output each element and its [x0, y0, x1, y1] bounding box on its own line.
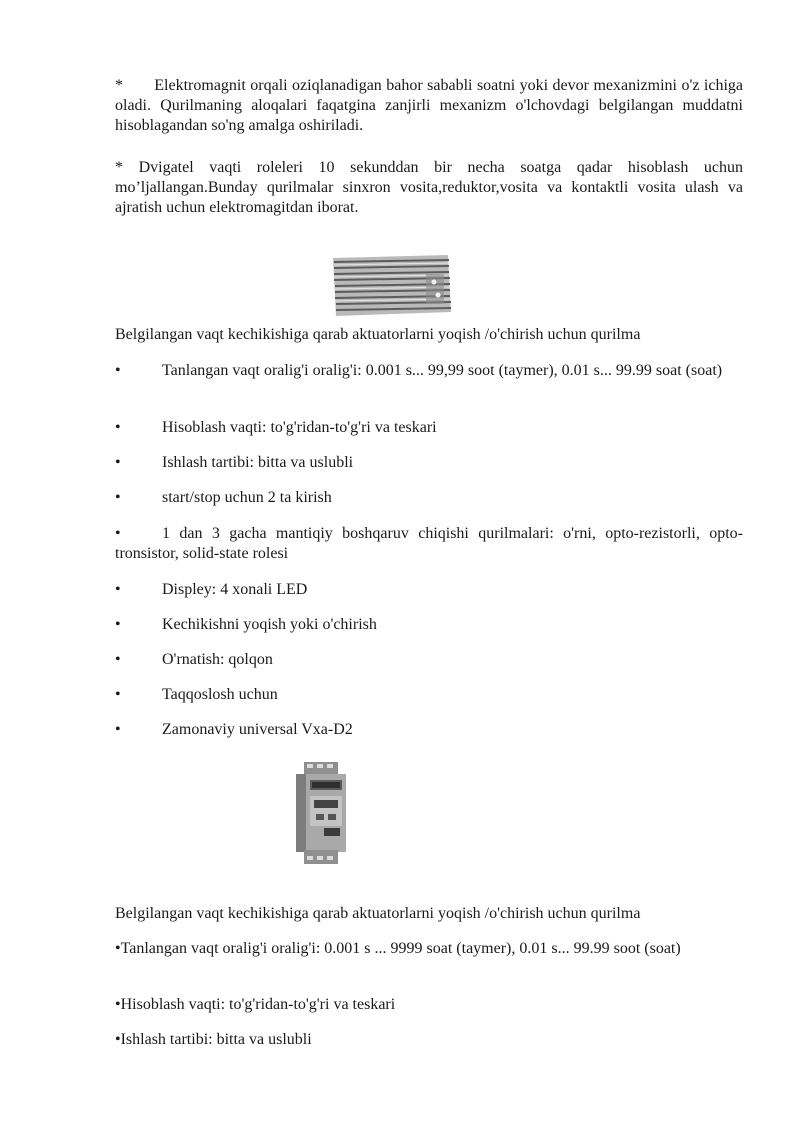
list-item: • Kechikishni yoqish yoki o'chirish: [115, 616, 377, 633]
timer-device-photo: [330, 252, 454, 318]
figure-caption-2: Belgilangan vaqt kechikishiga qarab aktuatorlarni yoqish /o'chirish uchun qurilma: [115, 905, 641, 922]
bullet-mark: •: [115, 616, 121, 633]
bullet-mark: •: [115, 651, 121, 668]
bullet-mark: •: [115, 525, 121, 542]
bullet-mark: •: [115, 686, 121, 703]
paragraph-electromagnetic: * Elektromagnit orqali oziqlanadigan bahor sababli soatni yoki devor mexanizmini o'z ichiga oladi. Qurilmaning aloqalari faqatgina zanjirli mexanizm o'lchovdagi belgilangan muddatni hisoblagandan so'ng amalga oshiriladi.: [115, 77, 743, 134]
list-item: •Tanlangan vaqt oralig'i oralig'i: 0.001 s ... 9999 soat (taymer), 0.01 s... 99.99 soot (soat): [115, 940, 681, 957]
list-item: • Taqqoslosh uchun: [115, 686, 278, 703]
bullet-mark: •: [115, 362, 121, 379]
list-item: •Ishlash tartibi: bitta va uslubli: [115, 1031, 312, 1048]
list-item: • Hisoblash vaqti: to'g'ridan-to'g'ri va teskari: [115, 419, 437, 436]
bullet-mark: •: [115, 721, 121, 738]
din-rail-timer-photo: [294, 760, 354, 866]
bullet-mark: •: [115, 454, 121, 471]
list-item: • O'rnatish: qolqon: [115, 651, 273, 668]
list-item: • Ishlash tartibi: bitta va uslubli: [115, 454, 354, 471]
paragraph-motor-relay: * Dvigatel vaqti roleleri 10 sekunddan bir necha soatga qadar hisoblash uchun mo’ljallangan.Bunday qurilmalar sinxron vosita,reduktor,vosita va kontaktli vosita ulash va ajratish uchun elektromagitdan iborat.: [115, 159, 743, 216]
bullet-mark: •: [115, 419, 121, 436]
list-item: • Zamonaviy universal Vxa-D2: [115, 721, 353, 738]
list-item: • Displey: 4 xonali LED: [115, 581, 308, 598]
bullet-mark: •: [115, 581, 121, 598]
list-item: •Hisoblash vaqti: to'g'ridan-to'g'ri va teskari: [115, 996, 396, 1013]
list-item: • Tanlangan vaqt oralig'i oralig'i: 0.001 s... 99,99 soot (taymer), 0.01 s... 99.99 soat (soat): [115, 362, 723, 379]
bullet-mark: •: [115, 489, 121, 506]
figure-caption-1: Belgilangan vaqt kechikishiga qarab aktuatorlarni yoqish /o'chirish uchun qurilma: [115, 326, 641, 343]
list-item: • start/stop uchun 2 ta kirish: [115, 489, 332, 506]
list-item: • 1 dan 3 gacha mantiqiy boshqaruv chiqishi qurilmalari: o'rni, opto-rezistorli, opto-tronsistor, solid-state rolesi: [115, 525, 743, 562]
